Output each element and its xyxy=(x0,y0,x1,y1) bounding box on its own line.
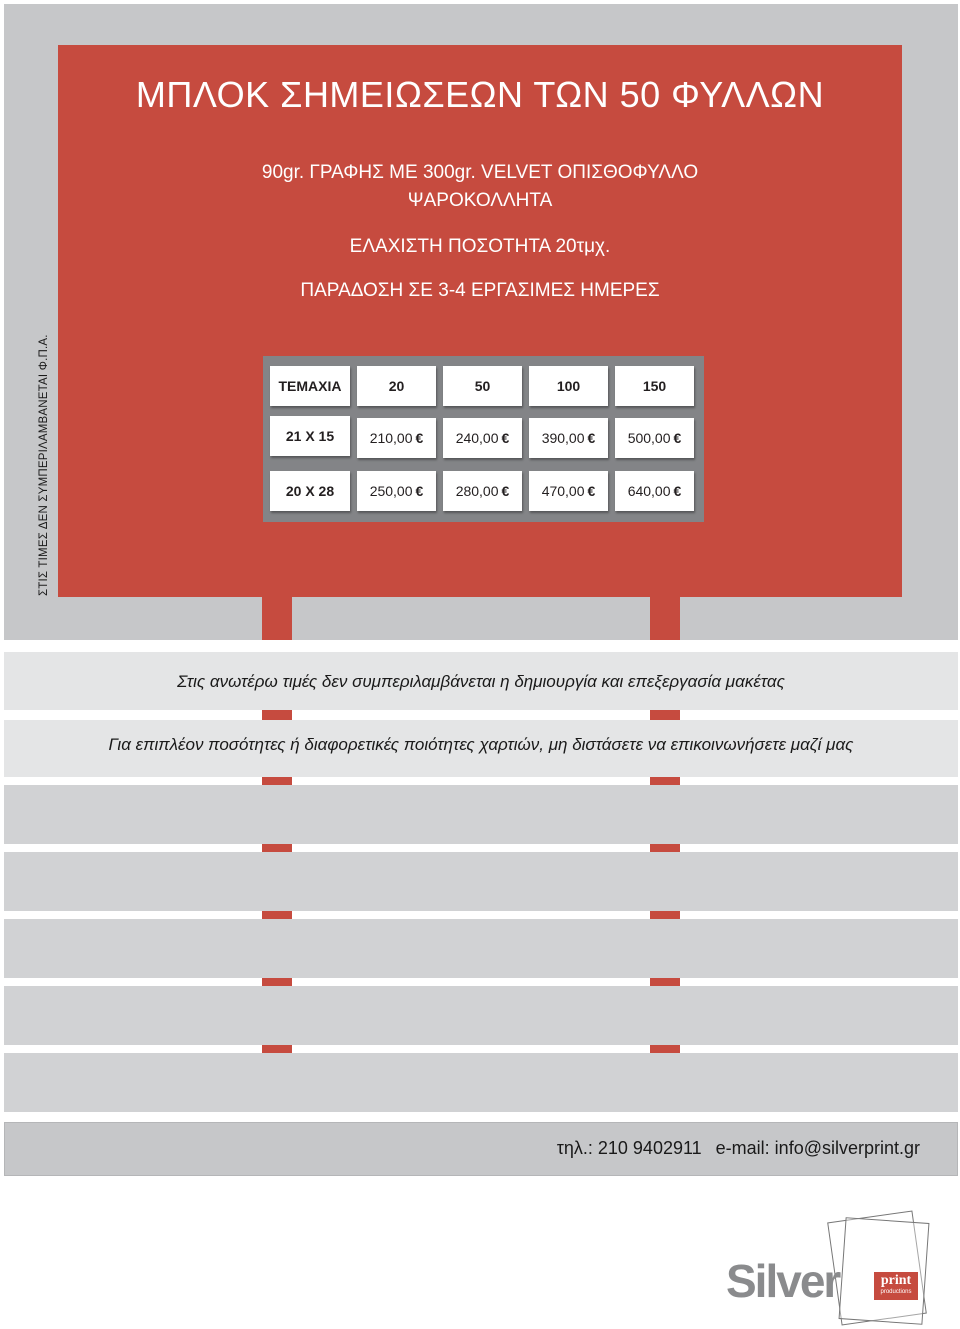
euro-icon: € xyxy=(415,430,424,446)
euro-icon: € xyxy=(501,483,510,499)
design-note: Στις ανωτέρω τιμές δεν συμπεριλαμβάνεται η δημιουργία και επεξεργασία μακέτας xyxy=(177,672,785,691)
phone-number[interactable]: τηλ.: 210 9402911 xyxy=(556,1138,702,1158)
euro-icon: € xyxy=(673,483,682,499)
logo-wordmark: Silver xyxy=(726,1255,840,1307)
left-red-leg xyxy=(262,911,292,919)
left-red-leg xyxy=(262,777,292,785)
price-value: 280,00 xyxy=(455,483,499,499)
right-red-leg xyxy=(650,978,680,986)
price-value: 640,00 xyxy=(627,483,671,499)
price-cell xyxy=(615,471,694,511)
spec-line: 90gr. ΓΡΑΦΗΣ ΜΕ 300gr. VELVET ΟΠΙΣΘΟΦΥΛΛΟ xyxy=(261,162,699,183)
euro-icon: € xyxy=(587,483,596,499)
empty-band xyxy=(4,986,958,1045)
price-cell xyxy=(529,418,608,458)
left-red-leg xyxy=(262,1045,292,1053)
quantity-header: 20 xyxy=(357,366,436,406)
left-red-leg xyxy=(262,597,292,640)
vat-note: ΣΤΙΣ ΤΙΜΕΣ ΔΕΝ ΣΥΜΠΕΡΙΛΑΜΒΑΝΕΤΑΙ Φ.Π.Α. xyxy=(38,334,50,596)
right-red-leg xyxy=(650,597,680,640)
size-label: 20 Χ 28 xyxy=(270,471,350,511)
price-cell xyxy=(529,471,608,511)
euro-icon: € xyxy=(415,483,424,499)
left-red-leg xyxy=(262,844,292,852)
quantity-header-label: ΤΕΜΑΧΙΑ xyxy=(270,366,350,406)
price-value: 210,00 xyxy=(369,430,413,446)
euro-icon: € xyxy=(587,430,596,446)
empty-band xyxy=(4,852,958,911)
right-red-leg xyxy=(650,710,680,720)
price-value: 250,00 xyxy=(369,483,413,499)
price-cell xyxy=(443,471,522,511)
contact-info xyxy=(557,1138,920,1159)
price-cell xyxy=(357,418,436,458)
price-value: 390,00 xyxy=(541,430,585,446)
email-address[interactable]: e-mail: info@silverprint.gr xyxy=(715,1138,920,1158)
quantity-header: 100 xyxy=(529,366,608,406)
min-quantity-line: ΕΛΑΧΙΣΤΗ ΠΟΣΟΤΗΤΑ 20τμχ. xyxy=(349,236,611,257)
logo-badge-productions: productions xyxy=(880,1289,912,1295)
price-cell xyxy=(357,471,436,511)
size-label: 21 Χ 15 xyxy=(270,416,350,456)
price-table xyxy=(263,356,704,522)
right-red-leg xyxy=(650,844,680,852)
left-red-leg xyxy=(262,710,292,720)
quantity-header: 50 xyxy=(443,366,522,406)
paper-sheet-icon xyxy=(839,1217,930,1325)
silverprint-logo xyxy=(726,1212,940,1326)
logo-badge-print: print xyxy=(880,1273,912,1288)
quantity-header: 150 xyxy=(615,366,694,406)
euro-icon: € xyxy=(673,430,682,446)
page-title: ΜΠΛΟΚ ΣΗΜΕΙΩΣΕΩΝ ΤΩΝ 50 ΦΥΛΛΩΝ xyxy=(135,74,825,115)
right-red-leg xyxy=(650,911,680,919)
left-red-leg xyxy=(262,978,292,986)
euro-icon: € xyxy=(501,430,510,446)
right-red-leg xyxy=(650,1045,680,1053)
price-cell xyxy=(615,418,694,458)
right-red-leg xyxy=(650,777,680,785)
empty-band xyxy=(4,785,958,844)
empty-band xyxy=(4,919,958,978)
price-value: 470,00 xyxy=(541,483,585,499)
contact-note: Για επιπλέον ποσότητες ή διαφορετικές ποιότητες χαρτιών, μη διστάσετε να επικοινωνήσετε μαζί μας xyxy=(108,735,854,754)
delivery-line: ΠΑΡΑΔΟΣΗ ΣΕ 3-4 ΕΡΓΑΣΙΜΕΣ ΗΜΕΡΕΣ xyxy=(300,280,660,301)
empty-band xyxy=(4,1053,958,1112)
price-cell xyxy=(443,418,522,458)
price-value: 500,00 xyxy=(627,430,671,446)
price-value: 240,00 xyxy=(455,430,499,446)
binding-line: ΨΑΡΟΚΟΛΛΗΤΑ xyxy=(407,190,553,211)
logo-badge xyxy=(874,1272,918,1300)
